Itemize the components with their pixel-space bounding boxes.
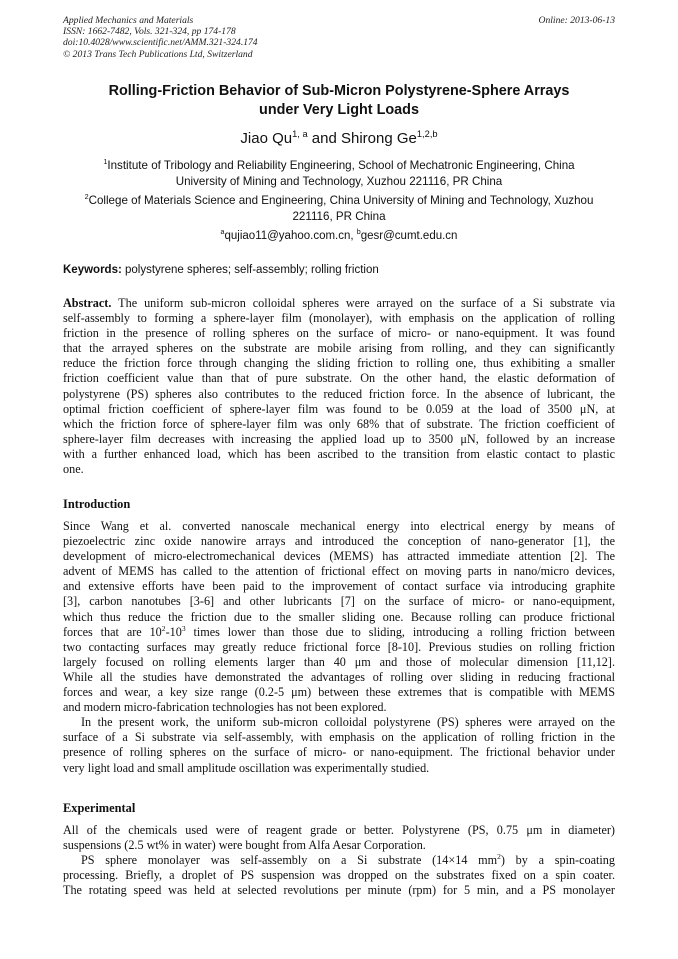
section-heading-introduction: Introduction [63, 497, 131, 511]
intro-line: forces and wear, a key size range (0.2-5 μm) between these extremes that is compatible with MEMS [63, 685, 615, 700]
abstract-line: one. [63, 462, 84, 477]
email-mark: b [356, 228, 361, 237]
intro-line: and modern micro-fabrication technologies has not been explored. [63, 700, 387, 715]
abstract-line: optimal friction coefficient of sphere-layer film was found to be 0.059 at the load of 3500 μN, at [63, 401, 615, 416]
affiliation-2 [63, 193, 615, 225]
abstract-line: which the friction force of sphere-layer film was only 68% that of substrate. The friction coefficient of [63, 416, 615, 431]
abstract-line: that the arrayed spheres on the substrate are mobile arising from rolling, and they can significantly [63, 341, 615, 356]
abstract-line: polystyrene (PS) spheres also contributes to the reduced friction force. In the absence of lubricant, the [63, 386, 615, 401]
exp-line: suspensions (2.5 wt% in water) were bought from Alfa Aesar Corporation. [63, 838, 426, 853]
affil-mark: 1 [103, 157, 108, 167]
introduction-body [63, 519, 615, 776]
intro-line: development of micro-electromechanical devices (MEMS) has attracted immediate attention [2]. The [63, 549, 615, 564]
intro-line: forces that are $10^2-10^3$ times lower than those due to sliding, introducing a rolling friction between [63, 623, 615, 639]
intro-line: two contacting surfaces may greatly reduce frictional force [8-10]. Previous studies on rolling friction [63, 639, 615, 654]
abstract-line: self-assembly to forming a sphere-layer film (monolayer), with emphasis on the application of rolling [63, 311, 615, 326]
author-name: Jiao Qu [240, 130, 293, 147]
abstract-line: sphere-layer film decreases with increasing the applied load up to 3500 μN, followed by an increase [63, 431, 615, 446]
journal-header [63, 15, 615, 60]
affil-text: College of Materials Science and Engineering, China University of Mining and Technology, Xuzhou [88, 194, 594, 207]
title-line: under Very Light Loads [259, 101, 419, 118]
author-affil-mark: 1, a [292, 129, 308, 139]
issn-line: ISSN: 1662-7482, Vols. 321-324, pp 174-178 [63, 26, 236, 38]
intro-line: which thus reduce the friction due to the smaller sliding one. Because rolling can produce frictional [63, 609, 615, 624]
abstract-line: friction coefficient value than that of pure substrate. On the other hand, the elastic deformation of [63, 371, 615, 386]
author-name: Shirong Ge [341, 130, 417, 147]
affil-text: University of Mining and Technology, Xuzhou 221116, PR China [175, 175, 503, 188]
keywords [63, 264, 615, 276]
abstract [63, 296, 615, 477]
title-line: Rolling-Friction Behavior of Sub-Micron Polystyrene-Sphere Arrays [108, 83, 570, 99]
intro-line: advent of MEMS has called to the attention of frictional effect on moving parts in nano/micro devices, [63, 564, 615, 579]
email-line [63, 230, 615, 242]
email-link[interactable]: qujiao11@yahoo.com.cn [224, 230, 351, 242]
exp-line: processing. Briefly, a droplet of PS suspension was dropped on the substrates fixed on a spin coater. [63, 868, 615, 883]
email-mark: a [220, 228, 225, 237]
intro-line: presence of rolling spheres on the surface of micro- or nano-equipment. The frictional behavior under [63, 745, 615, 760]
abstract-line: friction in the presence of rolling spheres on the surface of micro- or nano-equipment. It was found [63, 326, 615, 341]
abstract-line: with a further enhanced load, which has been ascribed to the transition from elastic contact to plastic [63, 446, 615, 461]
email-sep: , [350, 230, 357, 242]
author-affil-mark: 1,2,b [416, 129, 438, 139]
affil-mark: 2 [84, 192, 89, 202]
journal-name: Applied Mechanics and Materials [63, 15, 194, 26]
affil-text: Institute of Tribology and Reliability Engineering, School of Mechatronic Engineering, China [107, 159, 575, 172]
intro-line: [3], carbon nanotubes [3-6] and other lubricants [7] on the surface of micro- or nano-equipment, [63, 594, 615, 609]
keywords-text: polystyrene spheres; self-assembly; rolling friction [121, 264, 379, 276]
exp-line: PS sphere monolayer was self-assembly on a Si substrate (14×14 $mm^2$) by a spin-coating [81, 852, 615, 868]
exp-line: All of the chemicals used were of reagent grade or better. Polystyrene (PS, 0.75 μm in diameter) [63, 823, 615, 837]
section-heading-experimental: Experimental [63, 801, 136, 815]
online-date: Online: 2013-06-13 [538, 15, 615, 26]
copyright-line: © 2013 Trans Tech Publications Ltd, Switzerland [63, 48, 253, 60]
intro-line: largely focused on rolling elements larger than 40 μm and those of molecular dimension [11,12]. [63, 654, 615, 669]
intro-line: While all the studies have demonstrated the advantages of rolling over sliding in reducing fractional [63, 669, 615, 684]
keywords-label: Keywords: [63, 264, 122, 276]
email-link[interactable]: gesr@cumt.edu.cn [360, 230, 458, 242]
intro-line: In the present work, the uniform sub-micron colloidal polystyrene (PS) spheres were arrayed on the [81, 715, 615, 730]
exp-line: The rotating speed was held at selected revolutions per minute (rpm) for 5 min, and a PS monolayer [63, 883, 615, 898]
intro-line: Since Wang et al. converted nanoscale mechanical energy into electrical energy by means of [63, 519, 615, 533]
intro-line: very light load and small amplitude oscillation was experimentally studied. [63, 760, 430, 775]
intro-line: and extensive efforts have been paid to the improvement of contact surface via introducing graphite [63, 579, 615, 594]
affiliation-1 [63, 158, 615, 190]
affil-text: 221116, PR China [292, 210, 386, 223]
paper-title [63, 82, 615, 119]
experimental-body [63, 823, 615, 898]
abstract-line: Abstract. The uniform sub-micron colloidal spheres were arrayed on the surface of a Si substrate via [63, 296, 615, 310]
intro-line: surface of a Si substrate via self-assembly, with emphasis on the application of rolling friction in the [63, 730, 615, 745]
abstract-label: Abstract. [63, 296, 112, 310]
abstract-line: reduce the friction force through changing the sliding friction to rolling one, thus exhibiting a smaller [63, 356, 615, 371]
author-joiner: and [307, 130, 341, 147]
intro-line: piezoelectric zinc oxide nanowire arrays and introduced the conception of nano-generator [1], the [63, 534, 615, 549]
author-list [63, 130, 615, 147]
doi-line: doi:10.4028/www.scientific.net/AMM.321-324.174 [63, 37, 258, 49]
